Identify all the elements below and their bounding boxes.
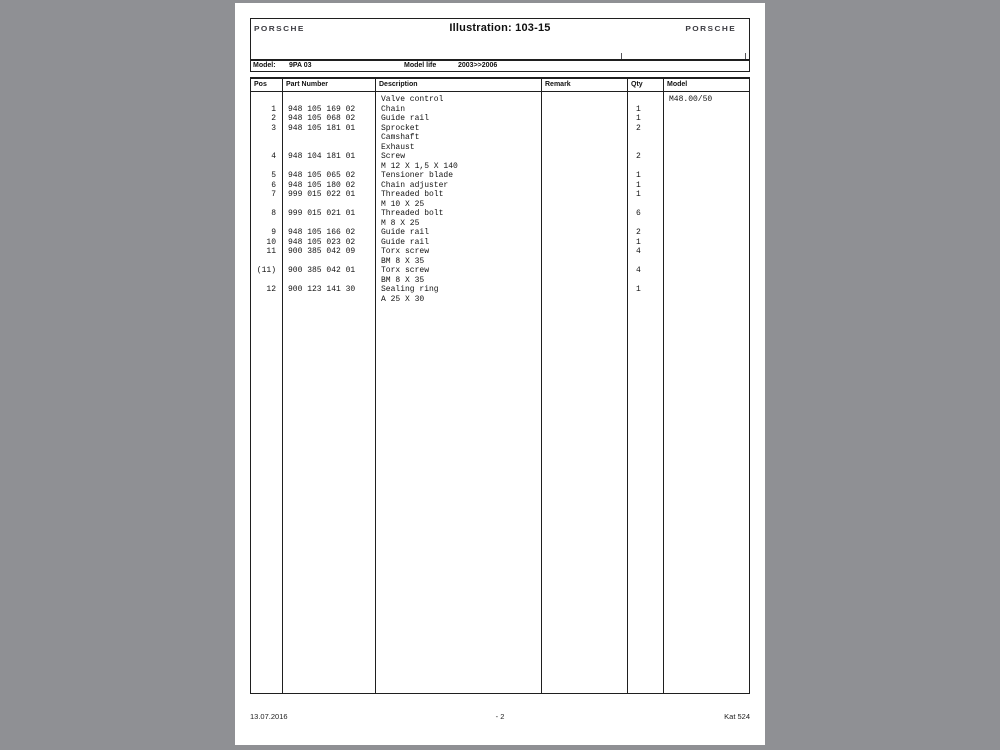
cell-pos: 4 bbox=[271, 152, 276, 162]
table-row bbox=[251, 238, 749, 248]
model-value: 9PA 03 bbox=[289, 62, 312, 69]
column-header-part-number: Part Number bbox=[283, 79, 376, 91]
cell-remark bbox=[542, 219, 628, 229]
cell-desc: Chain bbox=[381, 104, 406, 114]
cell-part bbox=[283, 276, 376, 286]
porsche-logo-left: PORSCHE bbox=[254, 24, 305, 33]
cell-pos bbox=[251, 133, 283, 143]
cell-remark bbox=[542, 124, 628, 134]
cell-model bbox=[664, 171, 749, 181]
cell-remark bbox=[542, 181, 628, 191]
cell-part bbox=[283, 95, 376, 105]
cell-part bbox=[283, 200, 376, 210]
cell-part: 948 105 068 02 bbox=[288, 114, 356, 124]
column-header-description: Description bbox=[376, 79, 542, 91]
cell-remark bbox=[542, 238, 628, 248]
cell-qty: 1 bbox=[636, 104, 641, 114]
table-row bbox=[251, 181, 749, 191]
cell-qty bbox=[628, 95, 664, 105]
table-row bbox=[251, 276, 749, 286]
table-row bbox=[251, 247, 749, 257]
cell-qty: 2 bbox=[636, 152, 641, 162]
cell-part bbox=[283, 143, 376, 153]
cell-part: 948 104 181 01 bbox=[288, 152, 356, 162]
cell-remark bbox=[542, 200, 628, 210]
parts-table bbox=[250, 77, 750, 694]
cell-model bbox=[664, 190, 749, 200]
cell-part bbox=[283, 257, 376, 267]
cell-qty: 1 bbox=[636, 114, 641, 124]
cell-desc: BM 8 X 35 bbox=[381, 275, 425, 285]
column-header-model: Model bbox=[667, 81, 688, 88]
cell-remark bbox=[542, 114, 628, 124]
table-row bbox=[251, 162, 749, 172]
page-footer bbox=[235, 712, 765, 724]
column-divider bbox=[541, 92, 542, 693]
cell-part: 948 105 065 02 bbox=[288, 171, 356, 181]
cell-qty: 1 bbox=[636, 171, 641, 181]
column-header-qty: Qty bbox=[628, 79, 664, 91]
model-label: Model: bbox=[253, 62, 276, 69]
cell-pos bbox=[251, 200, 283, 210]
cell-model bbox=[664, 133, 749, 143]
column-divider bbox=[282, 92, 283, 693]
cell-remark bbox=[542, 162, 628, 172]
cell-desc: Chain adjuster bbox=[381, 180, 449, 190]
cell-part: 948 105 023 02 bbox=[288, 237, 356, 247]
table-row bbox=[251, 295, 749, 305]
cell-part bbox=[283, 162, 376, 172]
cell-qty: 1 bbox=[636, 190, 641, 200]
header-divider-tick bbox=[621, 53, 622, 59]
cell-remark bbox=[542, 266, 628, 276]
cell-qty bbox=[628, 276, 664, 286]
cell-model bbox=[664, 124, 749, 134]
cell-pos bbox=[251, 257, 283, 267]
cell-part bbox=[283, 219, 376, 229]
cell-part bbox=[283, 295, 376, 305]
cell-model bbox=[664, 228, 749, 238]
table-row bbox=[251, 266, 749, 276]
cell-model bbox=[664, 238, 749, 248]
cell-model bbox=[664, 181, 749, 191]
cell-desc: Sprocket bbox=[381, 123, 420, 133]
cell-model bbox=[664, 143, 749, 153]
cell-model bbox=[664, 114, 749, 124]
cell-desc: Guide rail bbox=[381, 114, 430, 124]
cell-desc: Torx screw bbox=[381, 247, 430, 257]
cell-pos bbox=[251, 162, 283, 172]
column-divider bbox=[375, 92, 376, 693]
model-info-bar bbox=[250, 60, 750, 72]
header-divider-tick bbox=[745, 53, 746, 59]
cell-remark bbox=[542, 247, 628, 257]
table-row bbox=[251, 114, 749, 124]
column-divider bbox=[627, 92, 628, 693]
table-row bbox=[251, 190, 749, 200]
column-header-remark: Remark bbox=[542, 79, 628, 91]
table-row bbox=[251, 105, 749, 115]
cell-pos: 2 bbox=[271, 114, 276, 124]
cell-qty: 2 bbox=[636, 123, 641, 133]
cell-part: 948 105 181 01 bbox=[288, 123, 356, 133]
cell-desc: Tensioner blade bbox=[381, 171, 454, 181]
cell-pos: 12 bbox=[266, 285, 276, 295]
cell-part: 948 105 169 02 bbox=[288, 104, 356, 114]
cell-desc: Valve control bbox=[381, 95, 444, 104]
cell-part: 999 015 022 01 bbox=[288, 190, 356, 200]
cell-pos bbox=[251, 143, 283, 153]
cell-part bbox=[283, 133, 376, 143]
cell-qty: 4 bbox=[636, 247, 641, 257]
cell-remark bbox=[542, 257, 628, 267]
cell-pos: 1 bbox=[271, 104, 276, 114]
cell-desc: M 8 X 25 bbox=[381, 218, 420, 228]
cell-pos: 3 bbox=[271, 123, 276, 133]
cell-desc: BM 8 X 35 bbox=[381, 256, 425, 266]
cell-pos: 10 bbox=[266, 237, 276, 247]
table-row bbox=[251, 152, 749, 162]
porsche-logo-right: PORSCHE bbox=[685, 24, 736, 33]
page-header-box bbox=[250, 18, 750, 60]
table-row bbox=[251, 133, 749, 143]
table-row bbox=[251, 219, 749, 229]
cell-model bbox=[664, 266, 749, 276]
cell-pos bbox=[251, 95, 283, 105]
cell-model bbox=[664, 162, 749, 172]
cell-qty: 4 bbox=[636, 266, 641, 276]
footer-catalog-id: Kat 524 bbox=[724, 712, 750, 721]
cell-model bbox=[664, 105, 749, 115]
cell-remark bbox=[542, 190, 628, 200]
cell-qty bbox=[628, 219, 664, 229]
table-row bbox=[251, 257, 749, 267]
cell-desc: M 12 X 1,5 X 140 bbox=[381, 161, 458, 171]
cell-pos: (11) bbox=[256, 266, 276, 276]
cell-model bbox=[664, 295, 749, 305]
cell-part: 900 123 141 30 bbox=[288, 285, 356, 295]
cell-part: 900 385 042 01 bbox=[288, 266, 356, 276]
cell-qty bbox=[628, 200, 664, 210]
cell-remark bbox=[542, 143, 628, 153]
cell-qty: 1 bbox=[636, 180, 641, 190]
document-page bbox=[235, 3, 765, 745]
cell-remark bbox=[542, 105, 628, 115]
table-row bbox=[251, 95, 749, 105]
cell-desc: Camshaft bbox=[381, 133, 420, 143]
cell-model bbox=[664, 257, 749, 267]
cell-pos: 11 bbox=[266, 247, 276, 257]
cell-qty: 1 bbox=[636, 237, 641, 247]
cell-pos: 6 bbox=[271, 180, 276, 190]
cell-desc: Threaded bolt bbox=[381, 190, 444, 200]
cell-remark bbox=[542, 295, 628, 305]
cell-qty: 2 bbox=[636, 228, 641, 238]
cell-qty bbox=[628, 295, 664, 305]
table-row bbox=[251, 228, 749, 238]
cell-model: M48.00/50 bbox=[669, 95, 713, 104]
cell-pos bbox=[251, 295, 283, 305]
cell-model bbox=[664, 285, 749, 295]
cell-qty: 6 bbox=[636, 209, 641, 219]
cell-qty bbox=[628, 162, 664, 172]
cell-pos: 9 bbox=[271, 228, 276, 238]
cell-model bbox=[664, 276, 749, 286]
table-row bbox=[251, 124, 749, 134]
cell-model bbox=[664, 200, 749, 210]
cell-desc: M 10 X 25 bbox=[381, 199, 425, 209]
cell-remark bbox=[542, 276, 628, 286]
footer-date: 13.07.2016 bbox=[250, 712, 288, 721]
cell-desc: Torx screw bbox=[381, 266, 430, 276]
model-life-label: Model life bbox=[404, 62, 437, 69]
table-header-row bbox=[251, 79, 749, 92]
cell-model bbox=[664, 219, 749, 229]
cell-remark bbox=[542, 228, 628, 238]
table-row bbox=[251, 209, 749, 219]
cell-remark bbox=[542, 95, 628, 105]
table-row bbox=[251, 171, 749, 181]
cell-remark bbox=[542, 133, 628, 143]
column-header-pos: Pos bbox=[251, 79, 283, 91]
cell-desc: A 25 X 30 bbox=[381, 294, 425, 304]
cell-desc: Sealing ring bbox=[381, 285, 439, 295]
cell-part: 900 385 042 09 bbox=[288, 247, 356, 257]
cell-qty bbox=[628, 257, 664, 267]
cell-pos: 7 bbox=[271, 190, 276, 200]
cell-remark bbox=[542, 209, 628, 219]
footer-page-number: - 2 bbox=[495, 712, 505, 721]
table-row bbox=[251, 285, 749, 295]
cell-part: 948 105 166 02 bbox=[288, 228, 356, 238]
cell-remark bbox=[542, 285, 628, 295]
cell-pos bbox=[251, 219, 283, 229]
cell-part: 999 015 021 01 bbox=[288, 209, 356, 219]
cell-pos bbox=[251, 276, 283, 286]
cell-pos: 8 bbox=[271, 209, 276, 219]
table-row bbox=[251, 200, 749, 210]
cell-qty: 1 bbox=[636, 285, 641, 295]
cell-model bbox=[664, 209, 749, 219]
cell-part: 948 105 180 02 bbox=[288, 180, 356, 190]
table-body bbox=[251, 92, 749, 693]
cell-model bbox=[664, 152, 749, 162]
model-life-value: 2003>>2006 bbox=[458, 62, 498, 69]
cell-remark bbox=[542, 171, 628, 181]
cell-desc: Screw bbox=[381, 152, 406, 162]
cell-qty bbox=[628, 143, 664, 153]
column-divider bbox=[663, 92, 664, 693]
page-title: Illustration: 103-15 bbox=[449, 22, 551, 34]
cell-desc: Guide rail bbox=[381, 228, 430, 238]
cell-desc: Threaded bolt bbox=[381, 209, 444, 219]
cell-desc: Exhaust bbox=[381, 142, 415, 152]
table-row bbox=[251, 143, 749, 153]
cell-qty bbox=[628, 133, 664, 143]
cell-pos: 5 bbox=[271, 171, 276, 181]
cell-model bbox=[664, 247, 749, 257]
cell-desc: Guide rail bbox=[381, 237, 430, 247]
cell-remark bbox=[542, 152, 628, 162]
